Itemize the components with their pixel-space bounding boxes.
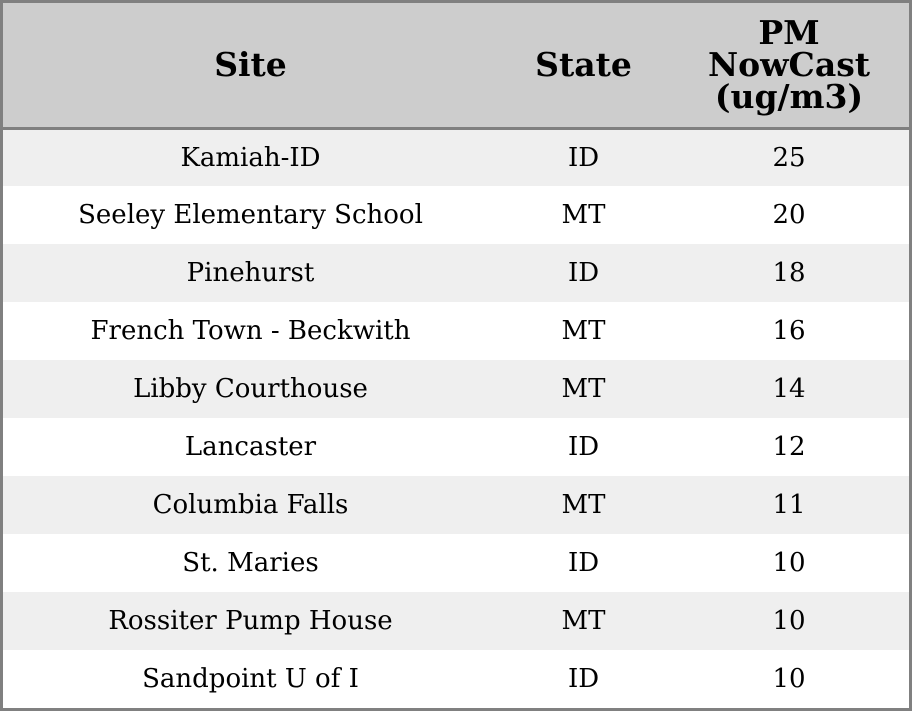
- cell-state: MT: [561, 200, 606, 230]
- table-header: [3, 3, 909, 128]
- cell-site: Kamiah-ID: [180, 142, 321, 173]
- cell-site: French Town - Beckwith: [90, 316, 411, 346]
- table-body: [3, 128, 909, 708]
- table-row: [3, 418, 909, 476]
- table-row: [3, 128, 909, 186]
- column-header-pm-line3: (ug/m3): [714, 76, 864, 116]
- cell-pm: 18: [772, 258, 806, 288]
- header-row: [3, 3, 909, 128]
- column-header-pm-line2: NowCast: [707, 44, 871, 84]
- table-row: [3, 476, 909, 534]
- cell-state: MT: [561, 606, 606, 636]
- table-row: [3, 592, 909, 650]
- column-header-pm-nowcast: [669, 3, 909, 128]
- cell-pm: 10: [772, 548, 806, 578]
- cell-site: Columbia Falls: [152, 490, 349, 520]
- column-header-pm-line1: PM: [758, 12, 820, 52]
- cell-site: Pinehurst: [186, 258, 315, 288]
- cell-state: MT: [561, 490, 606, 520]
- pm-nowcast-table: [3, 3, 909, 708]
- cell-state: MT: [561, 374, 606, 404]
- cell-state: ID: [567, 142, 600, 173]
- cell-site: Seeley Elementary School: [78, 200, 423, 230]
- table-row: [3, 534, 909, 592]
- cell-pm: 25: [772, 142, 806, 173]
- cell-state: ID: [567, 258, 600, 288]
- cell-site: Lancaster: [184, 432, 317, 462]
- cell-pm: 20: [772, 200, 806, 230]
- cell-site: St. Maries: [182, 548, 319, 578]
- cell-pm: 16: [772, 316, 806, 346]
- cell-pm: 10: [772, 606, 806, 636]
- cell-site: Sandpoint U of I: [142, 664, 359, 694]
- table-row: [3, 302, 909, 360]
- cell-pm: 12: [772, 432, 806, 462]
- cell-state: ID: [567, 548, 600, 578]
- table-row: [3, 650, 909, 708]
- cell-pm: 14: [772, 374, 806, 404]
- table-row: [3, 360, 909, 418]
- cell-state: ID: [567, 664, 600, 694]
- cell-state: MT: [561, 316, 606, 346]
- column-header-state: State: [498, 3, 669, 128]
- cell-state: ID: [567, 432, 600, 462]
- cell-site: Rossiter Pump House: [108, 606, 393, 636]
- table-row: [3, 186, 909, 244]
- table-row: [3, 244, 909, 302]
- column-header-site: Site: [3, 3, 498, 128]
- cell-pm: 10: [772, 664, 806, 694]
- cell-site: Libby Courthouse: [133, 374, 368, 404]
- cell-pm: 11: [772, 490, 806, 520]
